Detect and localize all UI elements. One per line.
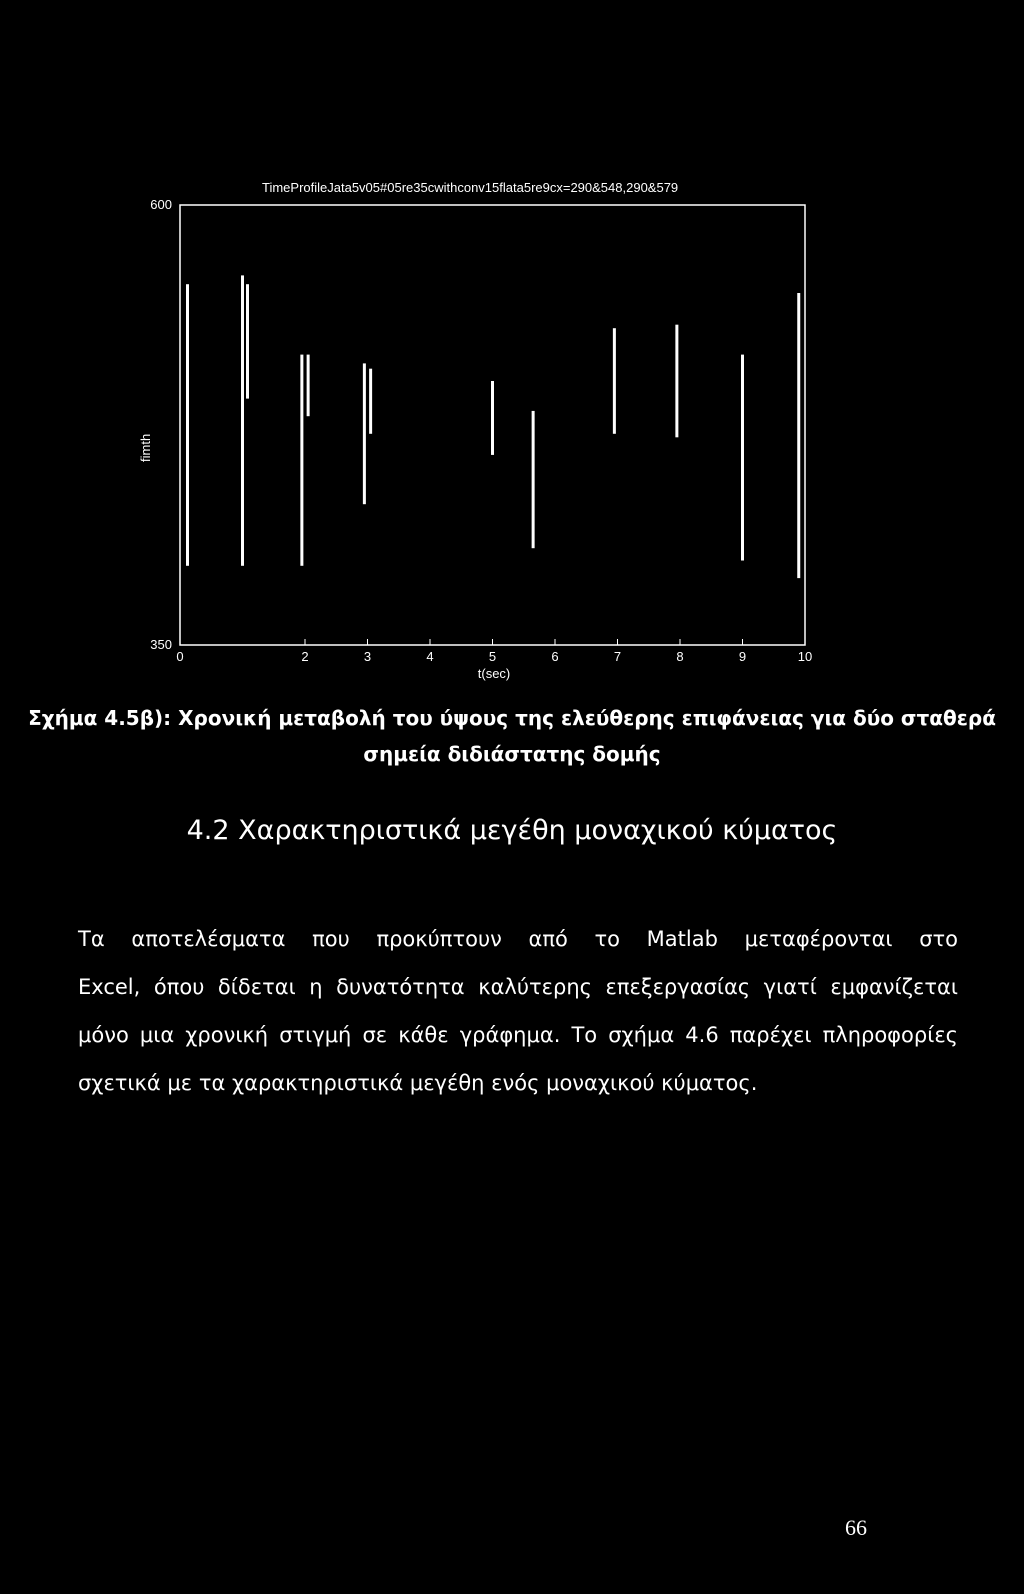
page-number: 66 — [845, 1515, 867, 1540]
y-axis-label: fimth — [138, 433, 153, 462]
x-axis-ticks — [176, 639, 812, 664]
chart-title: TimeProfileJata5v05#05re35cwithconv15flata5re9cx=290&548,290&579 — [262, 180, 679, 195]
x-tick-label: 7 — [613, 649, 622, 664]
data-trace — [797, 293, 800, 578]
caption-line-2: σημεία διδιάστατης δομής — [363, 742, 661, 766]
paragraph-line-4: σχετικά με τα χαρακτηριστικά μεγέθη ενός μοναχικού κύματος. — [78, 1071, 758, 1095]
data-trace — [186, 284, 189, 566]
y-tick-label-top: 600 — [150, 197, 172, 212]
x-tick-label: 10 — [797, 649, 813, 664]
x-tick-label: 4 — [426, 649, 434, 664]
data-trace — [307, 355, 310, 417]
data-trace — [741, 355, 744, 561]
x-tick-label: 5 — [488, 649, 497, 664]
x-tick-label: 2 — [301, 649, 309, 664]
caption-line-1: Σχήμα 4.5β): Χρονική μεταβολή του ύψους της ελεύθερης επιφάνειας για δύο σταθερά — [28, 706, 996, 730]
data-trace — [613, 328, 616, 434]
data-trace — [369, 369, 372, 434]
x-tick-label: 3 — [363, 649, 372, 664]
data-trace — [675, 325, 678, 438]
x-tick-label: 9 — [738, 649, 747, 664]
paragraph-line-2: Excel, όπου δίδεται η δυνατότητα καλύτερης επεξεργασίας γιατί εμφανίζεται — [78, 975, 958, 999]
data-trace — [300, 355, 303, 566]
x-tick-label: 0 — [176, 649, 184, 664]
data-traces — [186, 275, 800, 578]
data-trace — [363, 363, 366, 504]
figure-caption — [0, 700, 1024, 772]
x-tick-label: 6 — [551, 649, 559, 664]
paragraph-line-1: Τα αποτελέσματα που προκύπτουν από το Matlab μεταφέρονται στο — [78, 927, 958, 951]
y-tick-label-bottom: 350 — [150, 637, 172, 652]
x-axis-label: t(sec) — [477, 666, 511, 681]
data-trace — [246, 284, 249, 398]
section-heading: 4.2 Χαρακτηριστικά μεγέθη μοναχικού κύματος — [186, 815, 838, 846]
x-tick-label: 8 — [676, 649, 684, 664]
body-paragraph — [78, 915, 958, 1107]
figure-chart — [0, 0, 1024, 700]
paragraph-line-3: μόνο μια χρονική στιγμή σε κάθε γράφημα. Το σχήμα 4.6 παρέχει πληροφορίες — [78, 1023, 958, 1047]
data-trace — [241, 275, 244, 565]
data-trace — [491, 381, 494, 455]
data-trace — [532, 411, 535, 548]
